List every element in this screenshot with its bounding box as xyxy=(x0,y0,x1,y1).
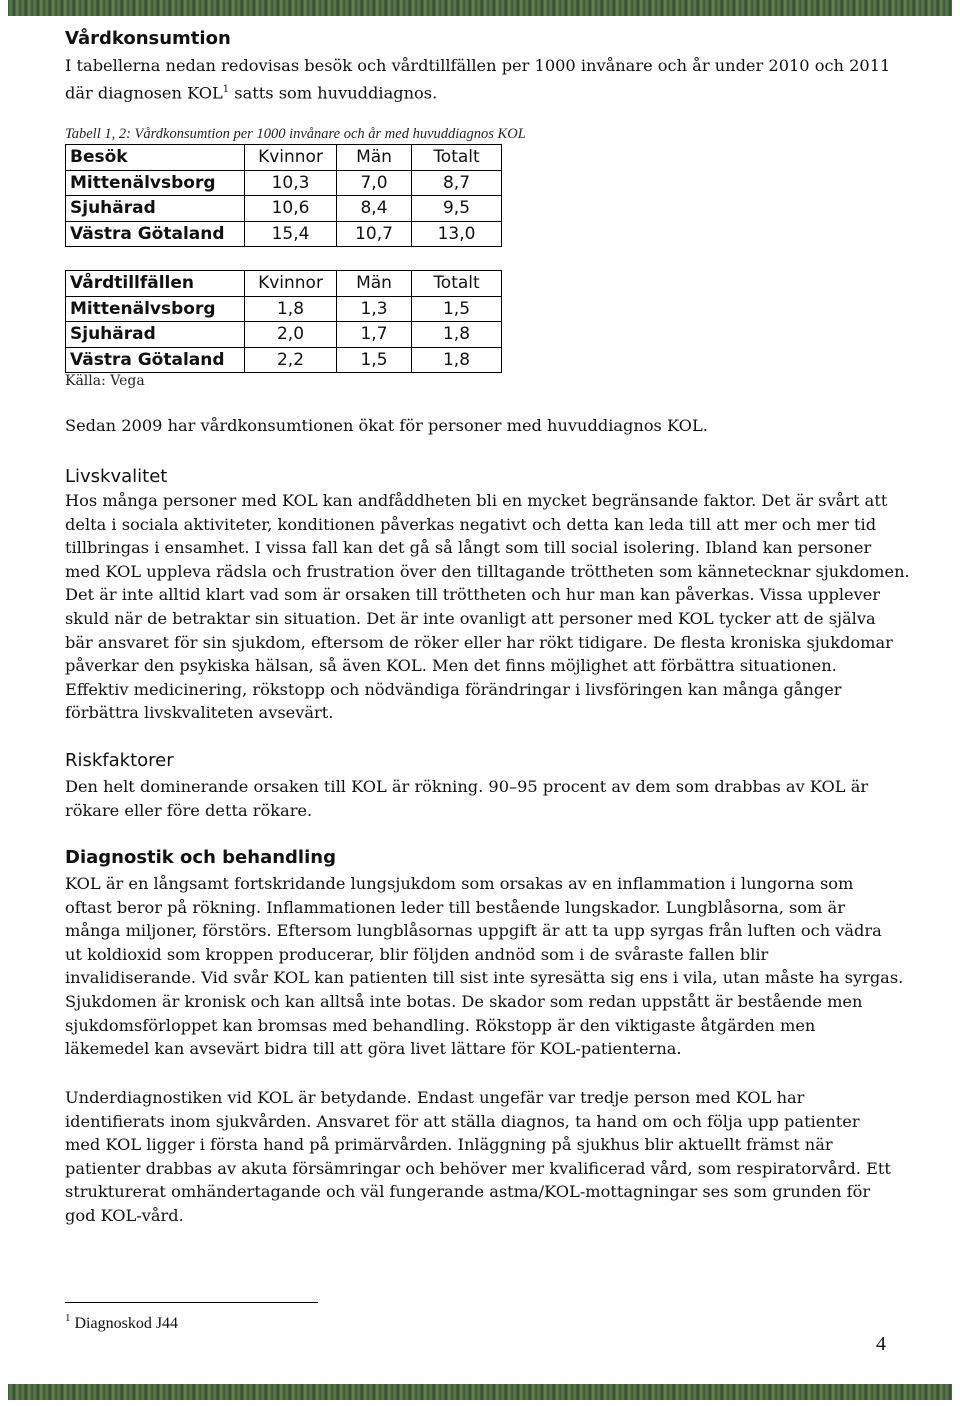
footnote xyxy=(65,1312,178,1333)
table-row xyxy=(66,347,502,373)
table-cell: Västra Götaland xyxy=(66,221,245,247)
table-cell: Mittenälvsborg xyxy=(66,170,245,196)
text-line: god KOL-vård. xyxy=(65,1205,184,1225)
table-cell: 1,3 xyxy=(337,296,412,322)
table-header-row xyxy=(66,145,502,171)
page-number: 4 xyxy=(876,1333,886,1355)
livskvalitet-paragraph xyxy=(65,489,910,725)
text-line: skuld när de betraktar sin situation. Det är inte ovanligt att personer med KOL tycker att de själva xyxy=(65,608,876,628)
table-row xyxy=(66,296,502,322)
text-line: påverkar den psykiska hälsan, så även KOL. Men det finns möjlighet att förbättra situationen. xyxy=(65,656,837,676)
intro-line-1: I tabellerna nedan redovisas besök och vårdtillfällen per 1000 invånare och år under 2010 och 2011 xyxy=(65,56,891,75)
heading-livskvalitet: Livskvalitet xyxy=(65,466,168,487)
text-line: delta i sociala aktiviteter, konditionen påverkas negativt och detta kan leda till att mer och mer tid xyxy=(65,514,877,534)
text-line: Den helt dominerande orsaken till KOL är rökning. 90–95 procent av dem som drabbas av KOL är xyxy=(65,777,869,796)
table-header-cell: Totalt xyxy=(412,145,502,171)
riskfaktorer-paragraph xyxy=(65,775,895,822)
table-cell: 2,0 xyxy=(245,322,337,348)
table-cell: 1,7 xyxy=(337,322,412,348)
bottom-decorative-band xyxy=(8,1384,952,1400)
top-decorative-band xyxy=(8,0,952,16)
vardtillfallen-table xyxy=(65,270,502,373)
text-line: patienter drabbas av akuta försämringar och behöver mer kvalificerad vård, som respiratorvård. Ett xyxy=(65,1158,891,1178)
table-cell: 10,6 xyxy=(245,196,337,222)
intro-line-2-end: satts som huvuddiagnos. xyxy=(229,82,438,102)
table-row xyxy=(66,221,502,247)
text-line: KOL är en långsamt fortskridande lungsjukdom som orsakas av en inflammation i lungorna som xyxy=(65,874,854,893)
text-line: med KOL ligger i första hand på primärvården. Inläggning på sjukhus blir aktuellt främst när xyxy=(65,1135,833,1155)
text-line: Effektiv medicinering, rökstopp och nödvändiga förändringar i livsföringen kan många gånger xyxy=(65,679,842,699)
table-cell: 1,8 xyxy=(245,296,337,322)
text-line: Det är inte alltid klart vad som är orsaken till tröttheten och hur man kan påverkas. Vissa upplever xyxy=(65,585,881,605)
table-cell: 8,4 xyxy=(337,196,412,222)
table-cell: Västra Götaland xyxy=(66,347,245,373)
table-cell: 7,0 xyxy=(337,170,412,196)
table-cell: 8,7 xyxy=(412,170,502,196)
text-line: läkemedel kan avsevärt bidra till att göra livet lättare för KOL-patienterna. xyxy=(65,1039,682,1059)
table-header-cell: Vårdtillfällen xyxy=(66,271,245,297)
table-row xyxy=(66,170,502,196)
table-cell: 10,7 xyxy=(337,221,412,247)
since-paragraph xyxy=(65,414,895,438)
footnote-divider xyxy=(65,1302,318,1303)
text-line: Underdiagnostiken vid KOL är betydande. Endast ungefär var tredje person med KOL har xyxy=(65,1088,805,1107)
text-line: Sjukdomen är kronisk och kan alltså inte botas. De skador som redan uppstått är bestående men xyxy=(65,991,863,1011)
text-line: bär ansvaret för sin sjukdom, eftersom de röker eller har rökt tidigare. De flesta kroniska sjukdomar xyxy=(65,632,893,652)
table-header-cell: Kvinnor xyxy=(245,271,337,297)
table-cell: 9,5 xyxy=(412,196,502,222)
table-cell: 10,3 xyxy=(245,170,337,196)
since-line: Sedan 2009 har vårdkonsumtionen ökat för personer med huvuddiagnos KOL. xyxy=(65,416,708,435)
table-source: Källa: Vega xyxy=(65,373,145,389)
text-line: oftast beror på rökning. Inflammationen leder till bestående lungskador. Lungblåsorna, som är xyxy=(65,897,845,917)
besok-table xyxy=(65,144,502,247)
table-cell: 1,5 xyxy=(412,296,502,322)
heading-riskfaktorer: Riskfaktorer xyxy=(65,750,174,771)
heading-vardkonsumtion: Vårdkonsumtion xyxy=(65,28,231,49)
footnote-reference: 1 xyxy=(222,83,230,95)
footnote-text: Diagnoskod J44 xyxy=(74,1315,179,1332)
diagnostik-paragraph-1 xyxy=(65,872,904,1061)
table-cell: 1,8 xyxy=(412,347,502,373)
table-row xyxy=(66,322,502,348)
text-line: invalidiserande. Vid svår KOL kan patienten till sist inte syresätta sig ens i vila, utan måste ha syrgas. xyxy=(65,968,904,988)
table-caption: Tabell 1, 2: Vårdkonsumtion per 1000 invånare och år med huvuddiagnos KOL xyxy=(65,126,526,142)
text-line: många miljoner, förstörs. Eftersom lungblåsornas uppgift är att ta upp syrgas från luften och vädra xyxy=(65,921,882,941)
text-line: rökare eller före detta rökare. xyxy=(65,800,313,820)
table-header-cell: Besök xyxy=(66,145,245,171)
text-line: förbättra livskvaliteten avsevärt. xyxy=(65,703,334,723)
text-line: ut koldioxid som kroppen producerar, blir följden andnöd som i de svåraste fallen blir xyxy=(65,944,769,964)
intro-paragraph xyxy=(65,54,895,105)
intro-line-2-text: där diagnosen KOL xyxy=(65,82,223,102)
table-cell: 2,2 xyxy=(245,347,337,373)
table-cell: 15,4 xyxy=(245,221,337,247)
table-cell: Sjuhärad xyxy=(66,322,245,348)
text-line: Hos många personer med KOL kan andfåddheten bli en mycket begränsande faktor. Det är svårt att xyxy=(65,491,888,510)
text-line: sjukdomsförloppet kan bromsas med behandling. Rökstopp är den viktigaste åtgärden men xyxy=(65,1015,816,1035)
intro-line-2 xyxy=(65,78,895,105)
text-line: tillbringas i ensamhet. I vissa fall kan det gå så långt som till social isolering. Ibland kan personer xyxy=(65,538,872,558)
heading-diagnostik: Diagnostik och behandling xyxy=(65,847,336,868)
diagnostik-paragraph-2 xyxy=(65,1086,895,1228)
table-row xyxy=(66,196,502,222)
table-header-cell: Kvinnor xyxy=(245,145,337,171)
footnote-mark: 1 xyxy=(65,1312,71,1324)
text-line: strukturerat omhändertagande och väl fungerande astma/KOL-mottagningar ses som grunden för xyxy=(65,1182,871,1202)
table-cell: 13,0 xyxy=(412,221,502,247)
table-cell: 1,8 xyxy=(412,322,502,348)
table-cell: Sjuhärad xyxy=(66,196,245,222)
table-header-cell: Män xyxy=(337,271,412,297)
table-header-cell: Män xyxy=(337,145,412,171)
table-header-cell: Totalt xyxy=(412,271,502,297)
table-cell: 1,5 xyxy=(337,347,412,373)
text-line: med KOL uppleva rädsla och frustration över den tilltagande tröttheten som kännetecknar sjukdomen. xyxy=(65,561,910,581)
table-header-row xyxy=(66,271,502,297)
table-cell: Mittenälvsborg xyxy=(66,296,245,322)
text-line: identifierats inom sjukvården. Ansvaret för att ställa diagnos, ta hand om och följa upp patienter xyxy=(65,1111,860,1131)
